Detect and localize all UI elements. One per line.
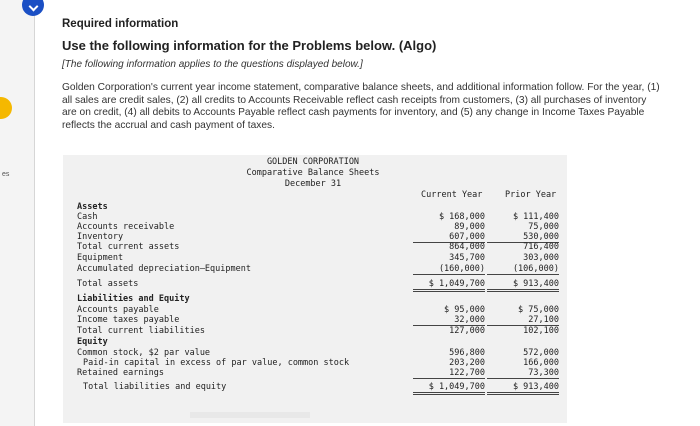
prior-value: 27,100 bbox=[487, 315, 559, 326]
row-label: Equipment bbox=[77, 253, 124, 263]
row-label: Liabilities and Equity bbox=[77, 294, 190, 304]
prior-value: 102,100 bbox=[523, 326, 559, 336]
row-label: Total current assets bbox=[77, 242, 180, 252]
intro-paragraph: Golden Corporation's current year income statement, comparative balance sheets, and additional information follow. For the year, (1) all sales are credit sales, (2) all credits to Accounts Receivable reflect cash receipts from customers, (3) all purchases of inventory are on credit, (4) all debits to Accounts Payable reflect cash payments for inventory, and (5) any change in Income Taxes Payable reflects the accrual and cash payment of taxes. bbox=[62, 82, 660, 131]
prior-value: $ 75,000 bbox=[518, 305, 559, 315]
prior-value: 303,000 bbox=[523, 253, 559, 263]
question-content bbox=[62, 18, 672, 148]
current-value: 596,800 bbox=[449, 348, 485, 358]
statement-date: December 31 bbox=[284, 179, 342, 189]
prior-value: 75,000 bbox=[528, 222, 559, 232]
current-value: 122,700 bbox=[413, 368, 485, 379]
flag-marker-icon[interactable] bbox=[0, 97, 12, 119]
row-label: Assets bbox=[77, 202, 108, 212]
prior-value: 716,400 bbox=[523, 242, 559, 252]
table-row bbox=[63, 242, 567, 253]
table-row bbox=[63, 337, 567, 348]
current-value: 32,000 bbox=[413, 315, 485, 326]
company-name: GOLDEN CORPORATION bbox=[266, 157, 360, 167]
current-value: (160,000) bbox=[413, 264, 485, 275]
table-row bbox=[63, 253, 567, 264]
row-label: Total assets bbox=[77, 279, 139, 289]
prior-value: $ 913,400 bbox=[487, 382, 559, 395]
row-label: Accounts payable bbox=[77, 305, 159, 315]
row-label: Total liabilities and equity bbox=[83, 382, 227, 392]
current-value: 607,000 bbox=[413, 232, 485, 243]
rail-label: es bbox=[2, 171, 10, 178]
left-rail bbox=[0, 0, 35, 426]
table-row bbox=[63, 264, 567, 275]
column-header-prior: Prior Year bbox=[505, 190, 557, 200]
current-value: $ 1,049,700 bbox=[413, 279, 485, 292]
table-row bbox=[63, 294, 567, 305]
current-value: 89,000 bbox=[454, 222, 485, 232]
prior-value: 572,000 bbox=[523, 348, 559, 358]
table-row bbox=[63, 382, 567, 393]
column-header-current: Current Year bbox=[421, 190, 483, 200]
row-label: Accumulated depreciation—Equipment bbox=[77, 264, 251, 274]
prior-value: (106,000) bbox=[487, 264, 559, 275]
current-value: $ 168,000 bbox=[438, 212, 485, 222]
current-value: 203,200 bbox=[449, 358, 485, 368]
balance-sheet-table bbox=[63, 155, 567, 423]
prior-value: 530,000 bbox=[487, 232, 559, 243]
prior-value: $ 913,400 bbox=[487, 279, 559, 292]
row-label: Paid-in capital in excess of par value, common stock bbox=[83, 358, 350, 368]
row-label: Inventory bbox=[77, 232, 124, 242]
table-row bbox=[63, 326, 567, 337]
row-label: Cash bbox=[77, 212, 98, 222]
table-row bbox=[63, 315, 567, 326]
prior-value: $ 111,400 bbox=[512, 212, 559, 222]
table-row bbox=[63, 368, 567, 379]
applies-note: [The following information applies to the questions displayed below.] bbox=[62, 59, 363, 70]
current-value: 864,000 bbox=[449, 242, 485, 252]
current-value: 345,700 bbox=[449, 253, 485, 263]
prior-value: 73,300 bbox=[487, 368, 559, 379]
row-label: Income taxes payable bbox=[77, 315, 180, 325]
row-label: Total current liabilities bbox=[77, 326, 205, 336]
current-value: 127,000 bbox=[449, 326, 485, 336]
required-information-heading: Required information bbox=[62, 18, 179, 30]
table-row bbox=[63, 279, 567, 290]
statement-title: Comparative Balance Sheets bbox=[246, 168, 380, 178]
current-value: $ 1,049,700 bbox=[413, 382, 485, 395]
prior-value: 166,000 bbox=[523, 358, 559, 368]
row-label: Common stock, $2 par value bbox=[77, 348, 211, 358]
row-label: Retained earnings bbox=[77, 368, 164, 378]
current-value: $ 95,000 bbox=[444, 305, 485, 315]
problem-heading: Use the following information for the Problems below. (Algo) bbox=[62, 38, 437, 53]
cutoff-divider bbox=[190, 412, 310, 418]
row-label: Equity bbox=[77, 337, 108, 347]
row-label: Accounts receivable bbox=[77, 222, 175, 232]
question-status-icon[interactable] bbox=[22, 0, 44, 16]
